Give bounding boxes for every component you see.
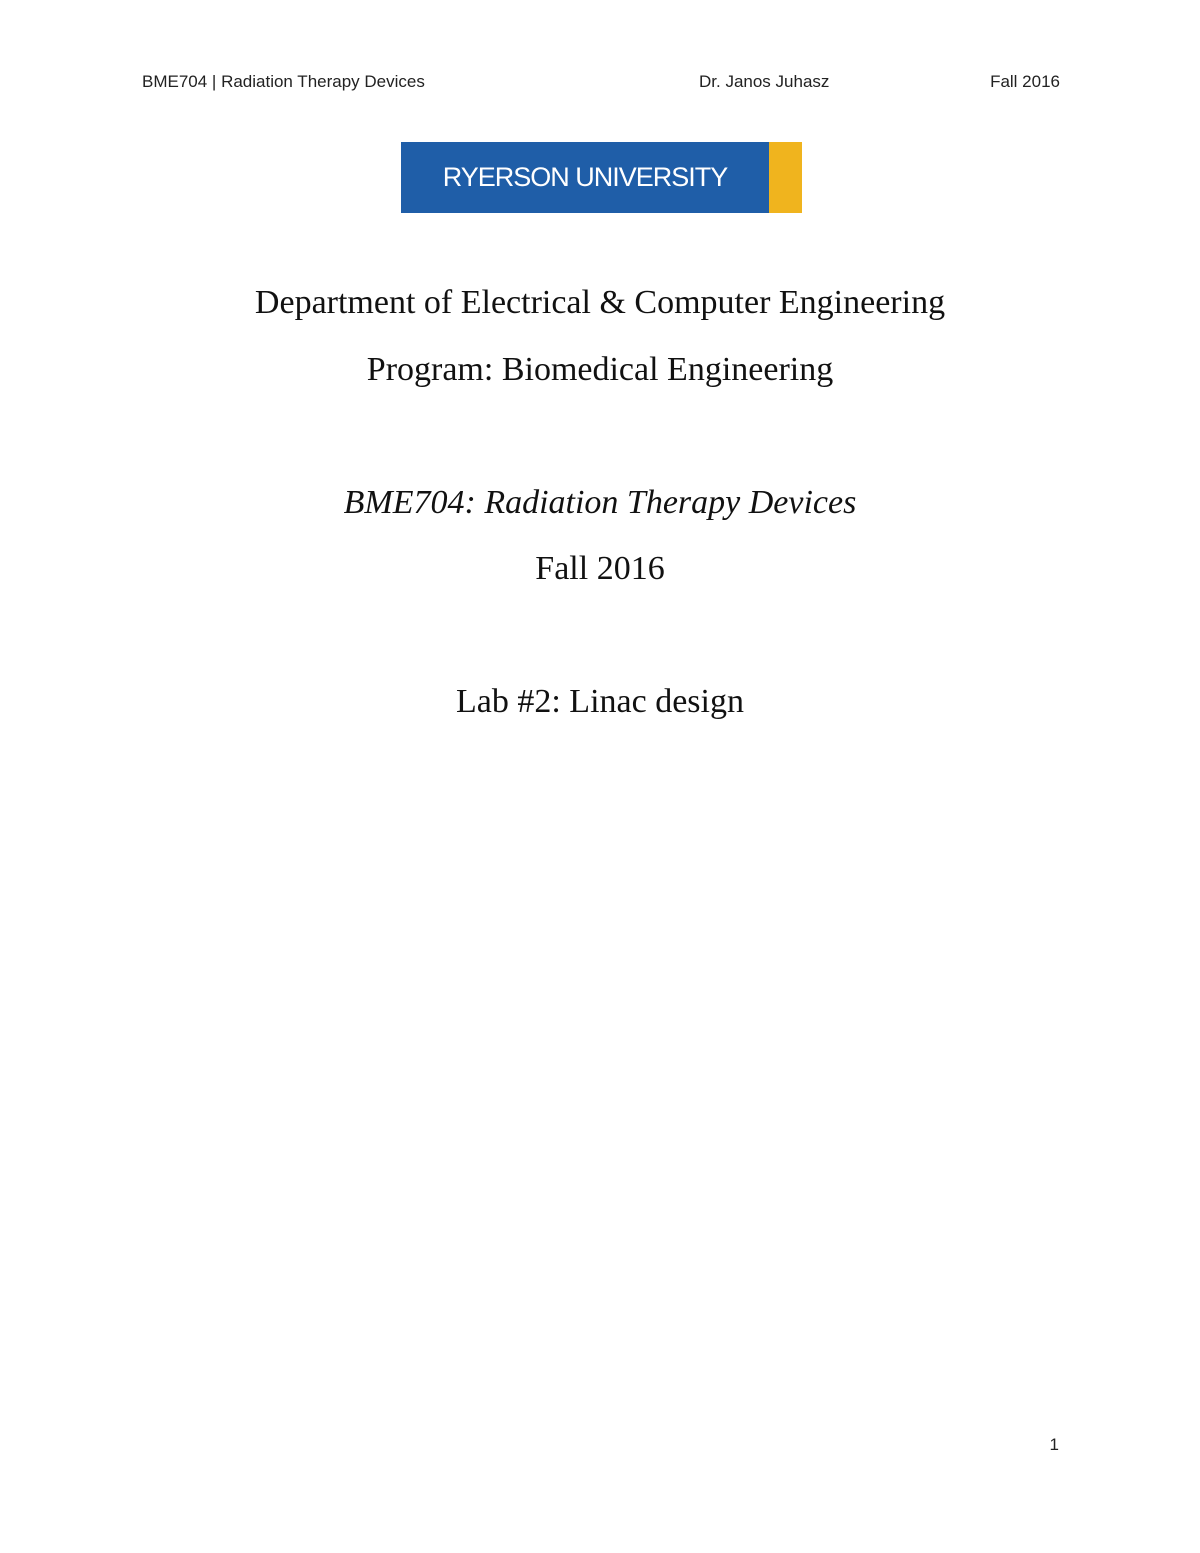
logo-text: RYERSON UNIVERSITY — [442, 162, 728, 192]
university-logo — [401, 142, 802, 213]
page-header — [142, 72, 1060, 96]
term-title: Fall 2016 — [535, 550, 665, 587]
page-number: 1 — [1049, 1435, 1059, 1454]
department-title: Department of Electrical & Computer Engineering — [254, 284, 946, 321]
header-course: BME704 | Radiation Therapy Devices — [142, 72, 425, 91]
course-title: BME704: Radiation Therapy Devices — [343, 484, 857, 521]
logo-gold-bar — [769, 142, 802, 213]
program-title: Program: Biomedical Engineering — [366, 351, 834, 388]
header-instructor: Dr. Janos Juhasz — [699, 72, 830, 91]
header-term: Fall 2016 — [990, 72, 1060, 91]
lab-title: Lab #2: Linac design — [456, 683, 744, 720]
